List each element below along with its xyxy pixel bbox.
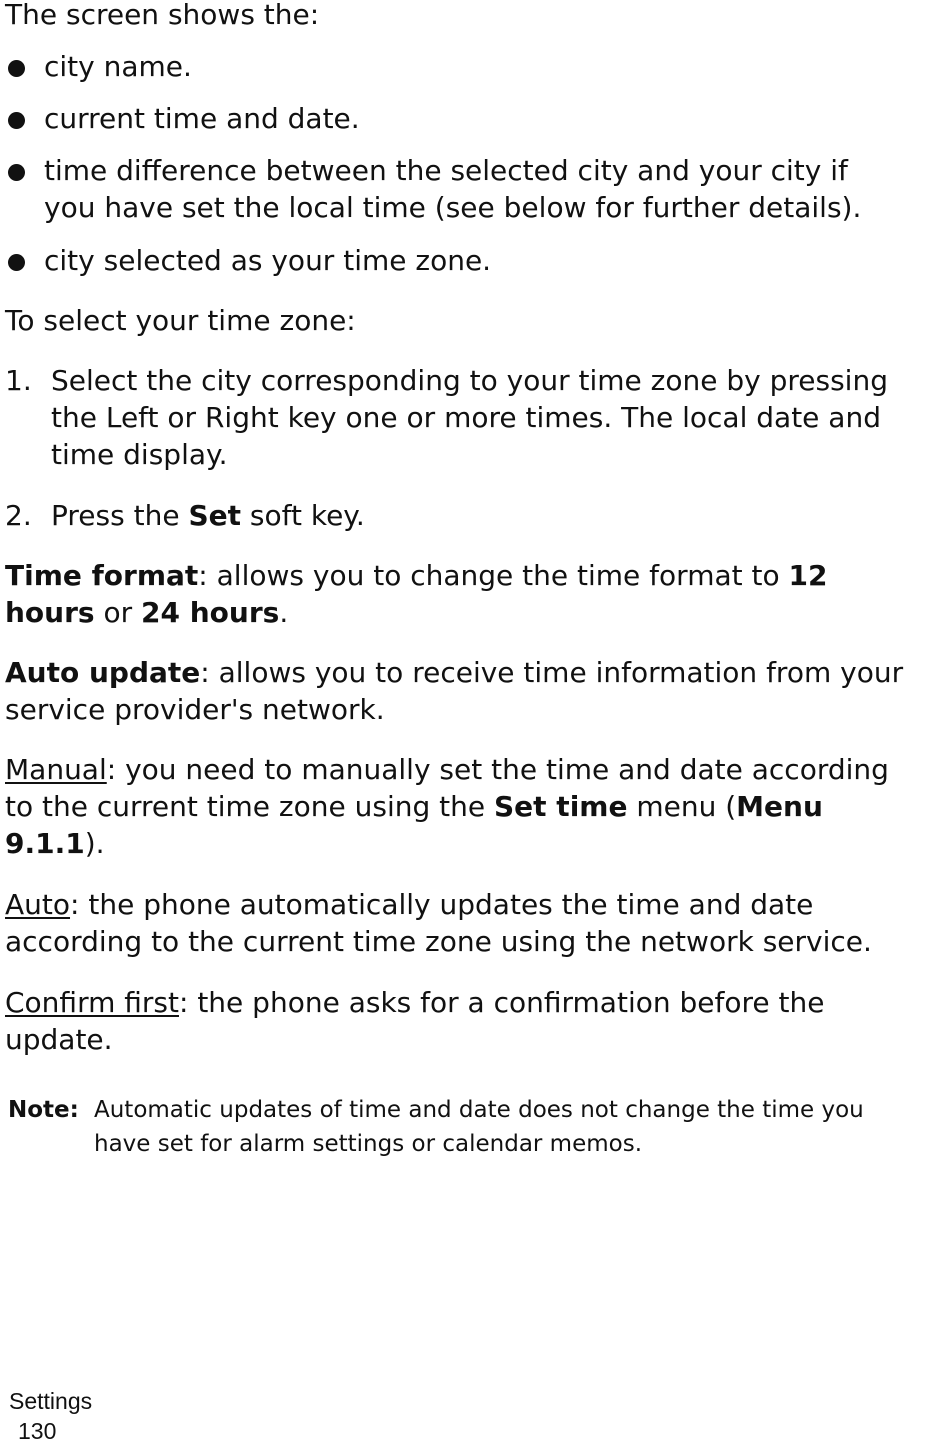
select-intro-text: To select your time zone: xyxy=(5,304,356,337)
bullet-text: city selected as your time zone. xyxy=(44,244,492,277)
time-format-paragraph xyxy=(5,557,905,631)
bullet-text: current time and date. xyxy=(44,102,360,135)
step-text-pre: Press the xyxy=(51,499,189,532)
bullet-dot-icon xyxy=(8,254,25,271)
step-number: 2. xyxy=(5,499,32,532)
manual-text: : you need to manually set the time and date according to the current time zone using the xyxy=(5,753,889,823)
bullet-item-time-difference xyxy=(8,152,903,226)
or-text: or xyxy=(94,596,142,629)
period-text: . xyxy=(279,596,289,629)
bullet-item-time-zone-city xyxy=(8,242,903,279)
step-2 xyxy=(5,497,905,534)
time-format-text: : allows you to change the time format to xyxy=(198,559,789,592)
option-24-hours: 24 hours xyxy=(141,596,280,629)
auto-update-paragraph xyxy=(5,654,905,728)
bullet-dot-icon xyxy=(8,164,25,181)
confirm-first-paragraph xyxy=(5,984,905,1058)
auto-paragraph xyxy=(5,886,905,960)
bullet-item-time-date xyxy=(8,100,903,137)
step-text-post: soft key. xyxy=(241,499,365,532)
manual-text-3: ). xyxy=(84,827,105,860)
page-footer xyxy=(9,1386,92,1446)
confirm-first-label: Confirm first xyxy=(5,986,179,1019)
manual-label: Manual xyxy=(5,753,107,786)
step-1 xyxy=(5,362,905,473)
bullet-text: city name. xyxy=(44,50,192,83)
set-time-menu-name: Set time xyxy=(494,790,628,823)
step-text xyxy=(51,497,901,534)
step-text: Select the city corresponding to your time zone by pressing the Left or Right key one or more times. The local date and time display. xyxy=(51,364,888,471)
manual-paragraph xyxy=(5,751,905,862)
footer-section-name: Settings xyxy=(9,1388,93,1414)
auto-update-label: Auto update xyxy=(5,656,201,689)
bullet-dot-icon xyxy=(8,60,25,77)
auto-label: Auto xyxy=(5,888,71,921)
confirm-first-text: : the phone asks for a confirmation before the update. xyxy=(5,986,825,1056)
page-number: 130 xyxy=(18,1418,57,1444)
step-number: 1. xyxy=(5,364,32,397)
auto-update-text: : allows you to receive time information from your service provider's network. xyxy=(5,656,904,726)
option-12-hours: 12 hours xyxy=(5,559,828,629)
bullet-item-city-name xyxy=(8,48,903,85)
menu-code: Menu 9.1.1 xyxy=(5,790,823,860)
time-format-label: Time format xyxy=(5,559,199,592)
note-text: Automatic updates of time and date does not change the time you have set for alarm settings or calendar memos. xyxy=(94,1097,864,1157)
set-key-label: Set xyxy=(188,499,241,532)
bullet-text: time difference between the selected city and your city if you have set the local time (see below for further details). xyxy=(44,154,862,224)
auto-text: : the phone automatically updates the time and date according to the current time zone using the network service. xyxy=(5,888,872,958)
intro-text: The screen shows the: xyxy=(5,0,320,31)
bullet-dot-icon xyxy=(8,112,25,129)
note-label: Note: xyxy=(8,1097,79,1123)
manual-text-2: menu ( xyxy=(627,790,737,823)
